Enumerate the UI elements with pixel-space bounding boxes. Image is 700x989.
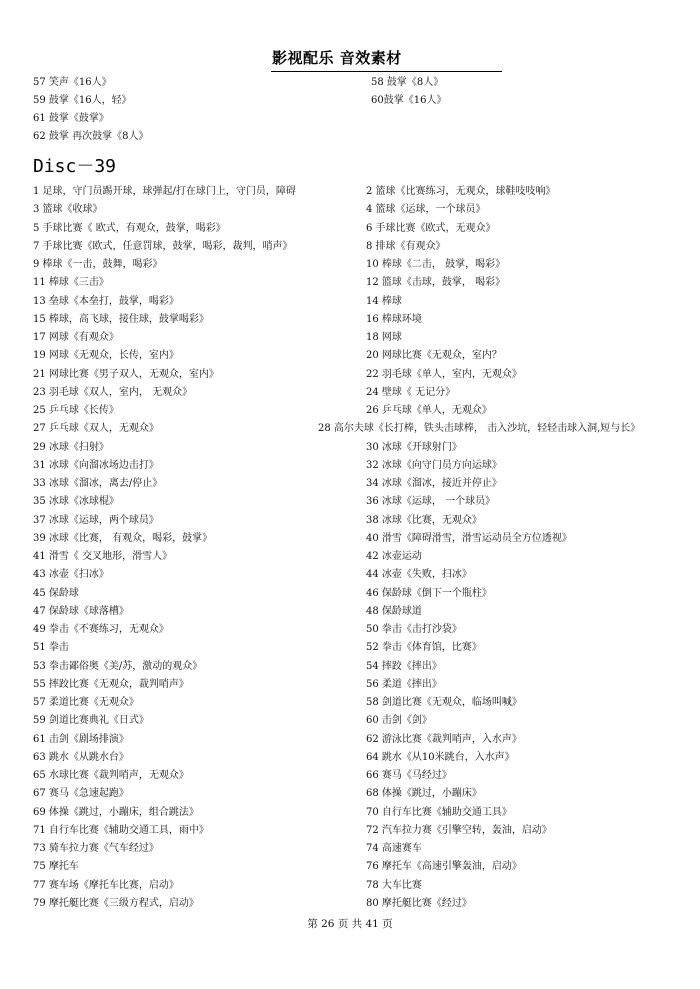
list-item-left: 63 跳水《从跳水台》 bbox=[33, 751, 129, 763]
list-item-right: 22 羽毛球《单人，室内，无观众》 bbox=[366, 368, 522, 380]
list-item-left: 27 乒乓球《双人，无观众》 bbox=[33, 423, 159, 435]
list-row bbox=[33, 840, 673, 858]
list-item-left: 55 摔跤比赛《无观众，裁判哨声》 bbox=[33, 678, 189, 690]
list-item-left: 59 鼓掌《16人，轻》 bbox=[33, 95, 132, 106]
list-item-right: 4 篮球《运球，一个球员》 bbox=[366, 204, 486, 216]
list-row bbox=[33, 858, 673, 876]
list-item-right: 60 击剑《剑》 bbox=[366, 715, 432, 727]
list-item-right: 30 冰球《开球射门》 bbox=[366, 441, 462, 453]
list-item-right: 64 跳水《从10米跳台，入水声》 bbox=[366, 751, 515, 763]
list-row bbox=[33, 457, 673, 475]
list-item-right: 40 滑雪《障碍滑雪，滑雪运动员全方位透视》 bbox=[366, 532, 572, 544]
list-item-right: 76 摩托车《高速引擎轰油，启动》 bbox=[366, 861, 522, 873]
list-row bbox=[33, 731, 673, 749]
list-item-right: 52 拳击《体育馆，比赛》 bbox=[366, 642, 482, 654]
header-rule bbox=[271, 71, 502, 72]
list-item-right: 32 冰球《向守门员方向运球》 bbox=[366, 459, 502, 471]
list-row bbox=[33, 566, 673, 584]
list-item-right: 16 棒球环境 bbox=[366, 313, 422, 325]
list-row bbox=[33, 74, 673, 92]
list-row bbox=[33, 128, 673, 146]
list-item-right: 78 大车比赛 bbox=[366, 879, 422, 891]
list-item-left: 21 网球比赛《男子双人，无观众，室内》 bbox=[33, 368, 219, 380]
list-item-right: 12 篮球《击球，鼓掌， 喝彩》 bbox=[366, 277, 506, 289]
list-item-right: 70 自行车比赛《辅助交通工具》 bbox=[366, 806, 512, 818]
list-row bbox=[33, 256, 673, 274]
list-row bbox=[33, 402, 673, 420]
list-row bbox=[33, 420, 673, 438]
list-row bbox=[33, 274, 673, 292]
list-item-left: 73 骑车拉力赛《气车经过》 bbox=[33, 843, 159, 854]
list-item-right: 20 网球比赛《无观众，室内？ bbox=[366, 350, 502, 362]
list-item-right: 42 冰壶运动 bbox=[366, 551, 422, 562]
list-row bbox=[33, 639, 673, 657]
list-item-left: 41 滑雪《 交叉地形，滑雪人》 bbox=[33, 551, 173, 562]
list-item-right: 48 保龄球道 bbox=[366, 605, 422, 617]
list-item-left: 53 拳击鄙俗奥《美/苏，激动的观众》 bbox=[33, 660, 203, 672]
list-item-right: 56 柔道《摔出》 bbox=[366, 678, 442, 690]
list-item-right: 18 网球 bbox=[366, 332, 402, 343]
list-item-left: 37 冰球《运球，两个球员》 bbox=[33, 514, 159, 526]
list-item-left: 9 棒球《一击，鼓舞，喝彩》 bbox=[33, 259, 163, 270]
list-row bbox=[33, 658, 673, 676]
list-row bbox=[33, 749, 673, 767]
list-row bbox=[33, 183, 673, 201]
list-item-left: 75 摩托车 bbox=[33, 861, 79, 873]
list-item-left: 25 乒乓球《长传》 bbox=[33, 405, 119, 416]
list-item-left: 5 手球比赛《 欧式，有观众，鼓掌，喝彩》 bbox=[33, 222, 226, 234]
list-row bbox=[33, 329, 673, 347]
list-item-left: 61 击剑《剧场排演》 bbox=[33, 733, 129, 745]
list-row bbox=[33, 785, 673, 803]
list-item-right: 62 游泳比赛《裁判哨声，入水声》 bbox=[366, 733, 522, 745]
list-row bbox=[33, 676, 673, 694]
list-item-left: 11 棒球《三击》 bbox=[33, 277, 109, 289]
list-item-left: 3 篮球《收球》 bbox=[33, 204, 103, 216]
list-row bbox=[33, 92, 673, 110]
list-item-right: 58 鼓掌《8人》 bbox=[371, 77, 444, 88]
list-item-left: 65 水球比赛《裁判哨声，无观众》 bbox=[33, 770, 189, 781]
list-item-left: 67 赛马《急速起跑》 bbox=[33, 788, 129, 800]
list-item-left: 57 柔道比赛《无观众》 bbox=[33, 697, 139, 708]
list-item-right: 36 冰球《运球， 一个球员》 bbox=[366, 496, 496, 508]
disc-title: Disc－39 bbox=[33, 156, 117, 177]
list-row bbox=[33, 439, 673, 457]
list-item-left: 79 摩托艇比赛《三级方程式，启动》 bbox=[33, 897, 199, 909]
list-row bbox=[33, 712, 673, 730]
list-item-left: 49 拳击《不赛练习，无观众》 bbox=[33, 624, 169, 635]
list-item-right: 72 汽车拉力赛《引擎空转，轰油，启动》 bbox=[366, 824, 552, 836]
list-row bbox=[33, 384, 673, 402]
list-item-right: 14 棒球 bbox=[366, 295, 402, 307]
list-row bbox=[33, 201, 673, 219]
list-item-left: 13 垒球《本垒打，鼓掌，喝彩》 bbox=[33, 295, 179, 307]
list-row bbox=[33, 694, 673, 712]
list-item-left: 71 自行车比赛《辅助交通工具，雨中》 bbox=[33, 824, 209, 836]
list-item-left: 51 拳击 bbox=[33, 642, 69, 654]
list-item-right: 58 剑道比赛《无观众，临场叫喊》 bbox=[366, 697, 522, 708]
list-item-right: 10 棒球《二击， 鼓掌，喝彩》 bbox=[366, 259, 506, 270]
list-row bbox=[33, 530, 673, 548]
list-item-left: 62 鼓掌 再次鼓掌《8人》 bbox=[33, 131, 149, 142]
list-item-right: 34 冰球《溜冰，接近并停止》 bbox=[366, 478, 502, 489]
list-row bbox=[33, 366, 673, 384]
list-item-right: 54 摔跤《摔出》 bbox=[366, 660, 442, 672]
list-row bbox=[33, 548, 673, 566]
list-row bbox=[33, 877, 673, 895]
list-item-left: 23 羽毛球《双人，室内， 无观众》 bbox=[33, 386, 193, 398]
list-row bbox=[33, 110, 673, 128]
list-row bbox=[33, 293, 673, 311]
list-item-right: 66 赛马《马经过》 bbox=[366, 770, 452, 781]
list-item-left: 77 赛车场《摩托车比赛，启动》 bbox=[33, 879, 179, 891]
list-row bbox=[33, 475, 673, 493]
list-item-left: 57 笑声《16人》 bbox=[33, 77, 112, 88]
list-item-right: 8 排球《有观众》 bbox=[366, 240, 446, 252]
list-item-left: 45 保龄球 bbox=[33, 587, 79, 599]
list-item-left: 29 冰球《扫射》 bbox=[33, 441, 109, 453]
list-item-right: 60鼓掌《16人》 bbox=[371, 95, 447, 106]
list-item-right: 50 拳击《击打沙袋》 bbox=[366, 624, 462, 635]
list-item-right: 74 高速赛车 bbox=[366, 843, 422, 854]
list-row bbox=[33, 311, 673, 329]
list-item-right: 38 冰球《比赛，无观众》 bbox=[366, 514, 482, 526]
list-item-left: 39 冰球《比赛， 有观众，喝彩，鼓掌》 bbox=[33, 532, 213, 544]
list-item-left: 19 网球《无观众，长传，室内》 bbox=[33, 350, 179, 362]
list-row bbox=[33, 585, 673, 603]
list-item-right: 28 高尔夫球《长打棒，铁头击球棒， 击入沙坑，轻轻击球入洞,短与长》 bbox=[318, 423, 641, 435]
top-item-list bbox=[33, 74, 673, 146]
list-item-left: 17 网球《有观众》 bbox=[33, 332, 119, 343]
list-row bbox=[33, 804, 673, 822]
list-row bbox=[33, 603, 673, 621]
list-item-left: 69 体操《跳过，小蹦床，组合跳法》 bbox=[33, 806, 199, 818]
list-item-left: 47 保龄球《球落槽》 bbox=[33, 605, 129, 617]
list-row bbox=[33, 895, 673, 913]
list-item-left: 31 冰球《向溜冰场边击打》 bbox=[33, 459, 159, 471]
list-item-right: 80 摩托艇比赛《经过》 bbox=[366, 897, 472, 909]
list-row bbox=[33, 220, 673, 238]
list-row bbox=[33, 347, 673, 365]
page-header-title: 影视配乐 音效素材 bbox=[272, 49, 402, 67]
page-footer: 第 26 页 共 41 页 bbox=[307, 918, 393, 930]
list-row bbox=[33, 512, 673, 530]
list-item-left: 59 剑道比赛典礼《日式》 bbox=[33, 715, 149, 727]
track-list bbox=[33, 183, 673, 913]
list-row bbox=[33, 767, 673, 785]
list-item-right: 68 体操《跳过，小蹦床》 bbox=[366, 788, 482, 800]
list-item-left: 7 手球比赛《欧式，任意罚球，鼓掌，喝彩，裁判，哨声》 bbox=[33, 240, 293, 252]
list-item-right: 46 保龄球《倒下一个瓶柱》 bbox=[366, 587, 492, 599]
list-item-left: 43 冰壶《扫冰》 bbox=[33, 569, 109, 581]
list-row bbox=[33, 621, 673, 639]
list-item-right: 24 壁球《 无记分》 bbox=[366, 386, 456, 398]
list-item-left: 35 冰球《冰球棍》 bbox=[33, 496, 119, 508]
list-row bbox=[33, 822, 673, 840]
list-row bbox=[33, 238, 673, 256]
list-item-left: 1 足球，守门员踢开球，球弹起/打在球门上，守门员，障碍 bbox=[33, 186, 296, 197]
list-item-right: 26 乒乓球《单人，无观众》 bbox=[366, 405, 492, 416]
list-item-left: 15 棒球，高飞球，接住球，鼓掌喝彩》 bbox=[33, 313, 209, 325]
list-item-right: 44 冰壶《失败，扫冰》 bbox=[366, 569, 472, 581]
list-item-left: 61 鼓掌《鼓掌》 bbox=[33, 113, 109, 124]
list-row bbox=[33, 493, 673, 511]
list-item-right: 6 手球比赛《欧式，无观众》 bbox=[366, 222, 496, 234]
list-item-right: 2 篮球《比赛练习，无观众，球鞋吱吱响》 bbox=[366, 186, 556, 197]
list-item-left: 33 冰球《溜冰，离去/停止》 bbox=[33, 478, 163, 489]
